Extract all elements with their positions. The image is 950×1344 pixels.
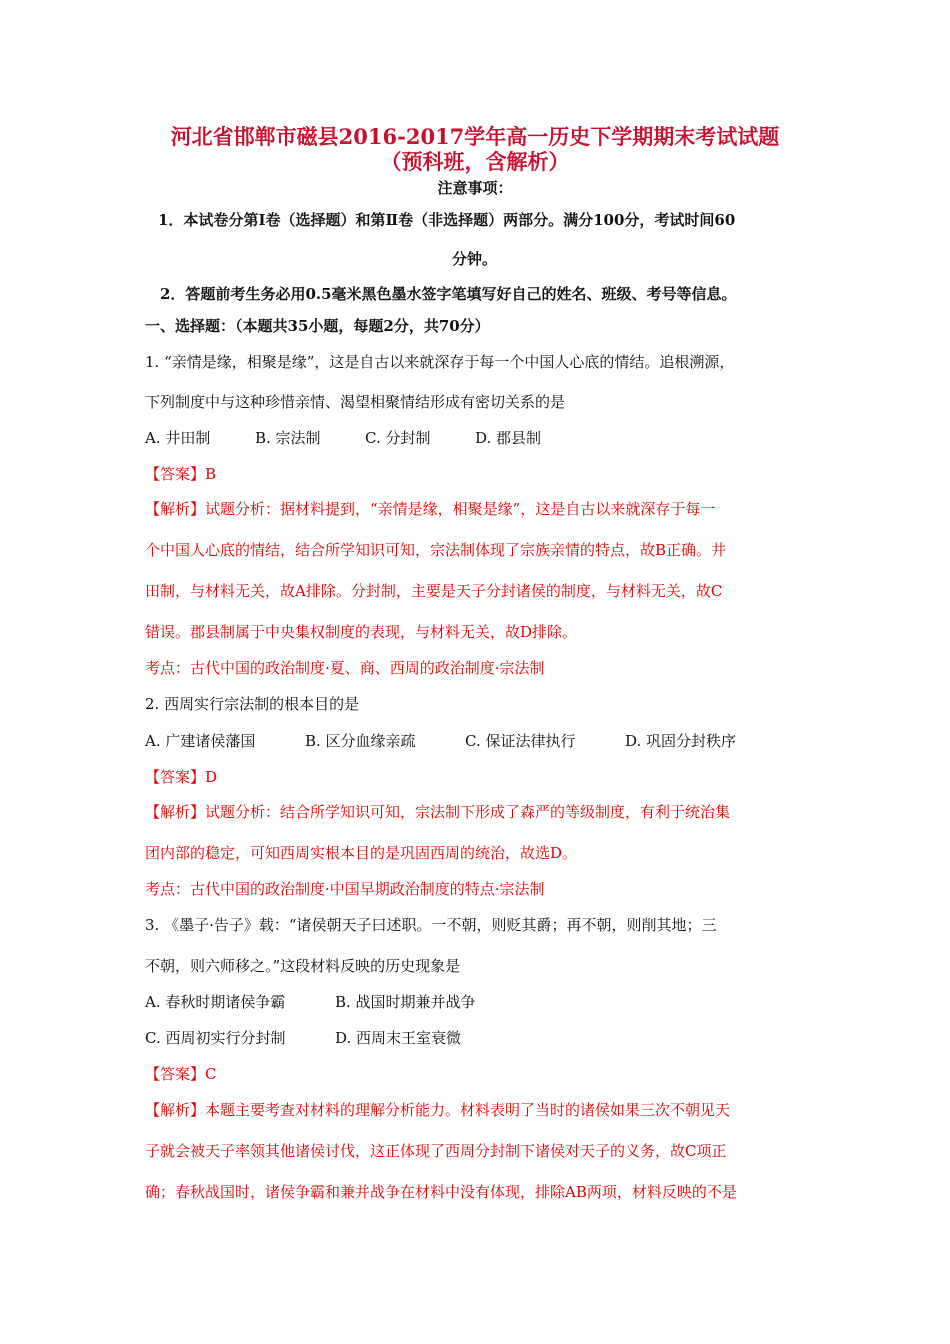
- analysis-3-line-3: 确；春秋战国时，诸侯争霸和兼并战争在材料中没有体现，排除AB两项，材料反映的不是: [145, 1183, 737, 1201]
- question-1-stem-cont: 下列制度中与这种珍惜亲情、渴望相聚情结形成有密切关系的是: [145, 393, 566, 411]
- option-c: C. 西周初实行分封制: [145, 1029, 286, 1047]
- analysis-1-line-3: 田制，与材料无关，故A排除。分封制，主要是天子分封诸侯的制度，与材料无关，故C: [145, 582, 723, 600]
- option-a: A. 井田制: [145, 429, 211, 447]
- question-3-stem-cont: 不朝，则六师移之。”这段材料反映的历史现象是: [145, 957, 461, 975]
- question-1-options: [145, 428, 541, 448]
- answer-1: 【答案】B: [145, 465, 217, 483]
- option-a: A. 广建诸侯藩国: [145, 732, 256, 750]
- analysis-1-line-4: 错误。郡县制属于中央集权制度的表现，与材料无关，故D排除。: [145, 623, 578, 641]
- option-b: B. 战国时期兼并战争: [335, 993, 476, 1011]
- notice-item-1: 1．本试卷分第Ⅰ卷（选择题）和第Ⅱ卷（非选择题）两部分。满分100分，考试时间60: [158, 211, 736, 229]
- question-3-stem: 3. 《墨子·告子》载：“诸侯朝天子曰述职。一不朝，则贬其爵；再不朝，则削其地；三: [145, 916, 717, 934]
- option-c: C. 分封制: [365, 429, 431, 447]
- analysis-1-line-1: 【解析】试题分析：据材料提到，“亲情是缘，相聚是缘”，这是自古以来就深存于每一: [145, 500, 716, 518]
- notice-item-2: 2．答题前考生务必用0.5毫米黑色墨水签字笔填写好自己的姓名、班级、考号等信息。: [160, 285, 737, 303]
- notice-item-1-cont: 分钟。: [452, 250, 498, 268]
- notice-heading: 注意事项：: [437, 179, 513, 197]
- question-2-options: [145, 731, 736, 751]
- analysis-1-line-2: 个中国人心底的情结，结合所学知识可知，宗法制体现了宗族亲情的特点，故B正确。井: [145, 541, 727, 559]
- option-d: D. 郡县制: [475, 429, 542, 447]
- analysis-3-line-1: 【解析】本题主要考查对材料的理解分析能力。材料表明了当时的诸侯如果三次不朝见天: [145, 1101, 731, 1119]
- option-c: C. 保证法律执行: [465, 732, 576, 750]
- document-title: 河北省邯郸市磁县2016-2017学年高一历史下学期期末考试试题: [170, 124, 780, 149]
- question-3-options-row-1: [145, 992, 476, 1012]
- answer-2: 【答案】D: [145, 768, 218, 786]
- analysis-3-line-2: 子就会被天子率领其他诸侯讨伐，这正体现了西周分封制下诸侯对天子的义务，故C项正: [145, 1142, 727, 1160]
- knowledge-point-1: 考点：古代中国的政治制度·夏、商、西周的政治制度·宗法制: [145, 659, 545, 677]
- analysis-2-line-2: 团内部的稳定，可知西周实根本目的是巩固西周的统治，故选D。: [145, 844, 578, 862]
- option-b: B. 宗法制: [255, 429, 321, 447]
- section-heading: 一、选择题：（本题共35小题，每题2分，共70分）: [145, 317, 490, 335]
- analysis-2-line-1: 【解析】试题分析：结合所学知识可知，宗法制下形成了森严的等级制度，有利于统治集: [145, 803, 731, 821]
- knowledge-point-2: 考点：古代中国的政治制度·中国早期政治制度的特点·宗法制: [145, 880, 545, 898]
- option-b: B. 区分血缘亲疏: [305, 732, 416, 750]
- option-d: D. 巩固分封秩序: [625, 732, 737, 750]
- question-1-stem: 1. “亲情是缘，相聚是缘”，这是自古以来就深存于每一个中国人心底的情结。追根溯源，: [145, 353, 735, 371]
- question-2-stem: 2. 西周实行宗法制的根本目的是: [145, 695, 360, 713]
- question-3-options-row-2: [145, 1028, 461, 1048]
- option-a: A. 春秋时期诸侯争霸: [145, 993, 286, 1011]
- answer-3: 【答案】C: [145, 1065, 217, 1083]
- option-d: D. 西周末王室衰微: [335, 1029, 462, 1047]
- document-subtitle: （预科班，含解析）: [380, 149, 570, 174]
